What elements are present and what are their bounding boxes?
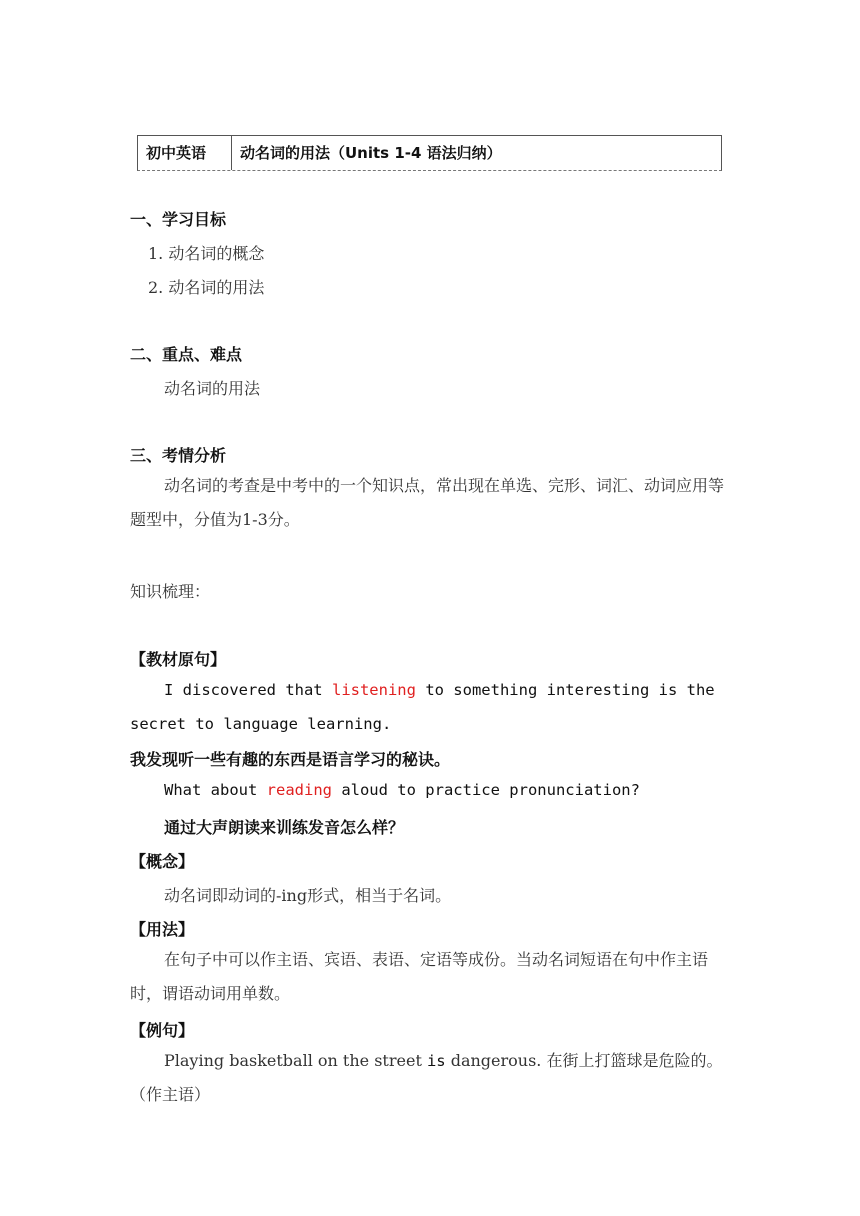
textbook-sentence-1 (130, 673, 730, 741)
example-is: is (426, 1052, 446, 1070)
sentence2-after: aloud to practice pronunciation? (331, 781, 640, 799)
usage-body: 在句子中可以作主语、宾语、表语、定语等成份。当动名词短语在句中作主语时，谓语动词用单数。 (130, 950, 709, 1003)
knowledge-title: 知识梳理： (130, 582, 211, 601)
translation-2: 通过大声朗读来训练发音怎么样？ (164, 818, 405, 837)
example-before: Playing basketball on the street (164, 1051, 427, 1070)
subject-cell: 初中英语 (138, 136, 232, 170)
goal-item-2: 2. 动名词的用法 (148, 278, 265, 297)
sentence1-highlight: listening (331, 681, 416, 699)
concept-body: 动名词即动词的-ing形式，相当于名词。 (164, 886, 452, 905)
sentence2-highlight: reading (266, 781, 332, 799)
sentence1-after: to something interesting is the secret to language learning. (130, 681, 715, 733)
textbook-title: 【教材原句】 (130, 650, 227, 669)
concept-title: 【概念】 (130, 852, 195, 871)
textbook-sentence-2 (164, 781, 640, 799)
section1-title: 一、学习目标 (130, 210, 227, 229)
usage-title: 【用法】 (130, 920, 195, 939)
section2-body: 动名词的用法 (164, 379, 261, 398)
sentence2-before: What about (164, 781, 267, 799)
section3-title: 三、考情分析 (130, 446, 227, 465)
section2-title: 二、重点、难点 (130, 345, 243, 364)
translation-1: 我发现听一些有趣的东西是语言学习的秘诀。 (130, 750, 451, 769)
goal-item-1: 1. 动名词的概念 (148, 244, 265, 263)
example-title: 【例句】 (130, 1021, 195, 1040)
example-sentence (130, 1044, 730, 1112)
section3-body: 动名词的考查是中考中的一个知识点，常出现在单选、完形、词汇、动词应用等题型中，分值为1-3分。 (130, 476, 725, 529)
topic-cell: 动名词的用法（Units 1-4 语法归纳） (240, 144, 502, 162)
sentence1-before: I discovered that (164, 681, 332, 699)
header-table (137, 135, 722, 171)
example-after: dangerous. 在街上打篮球是危险的。（作主语） (130, 1051, 723, 1104)
